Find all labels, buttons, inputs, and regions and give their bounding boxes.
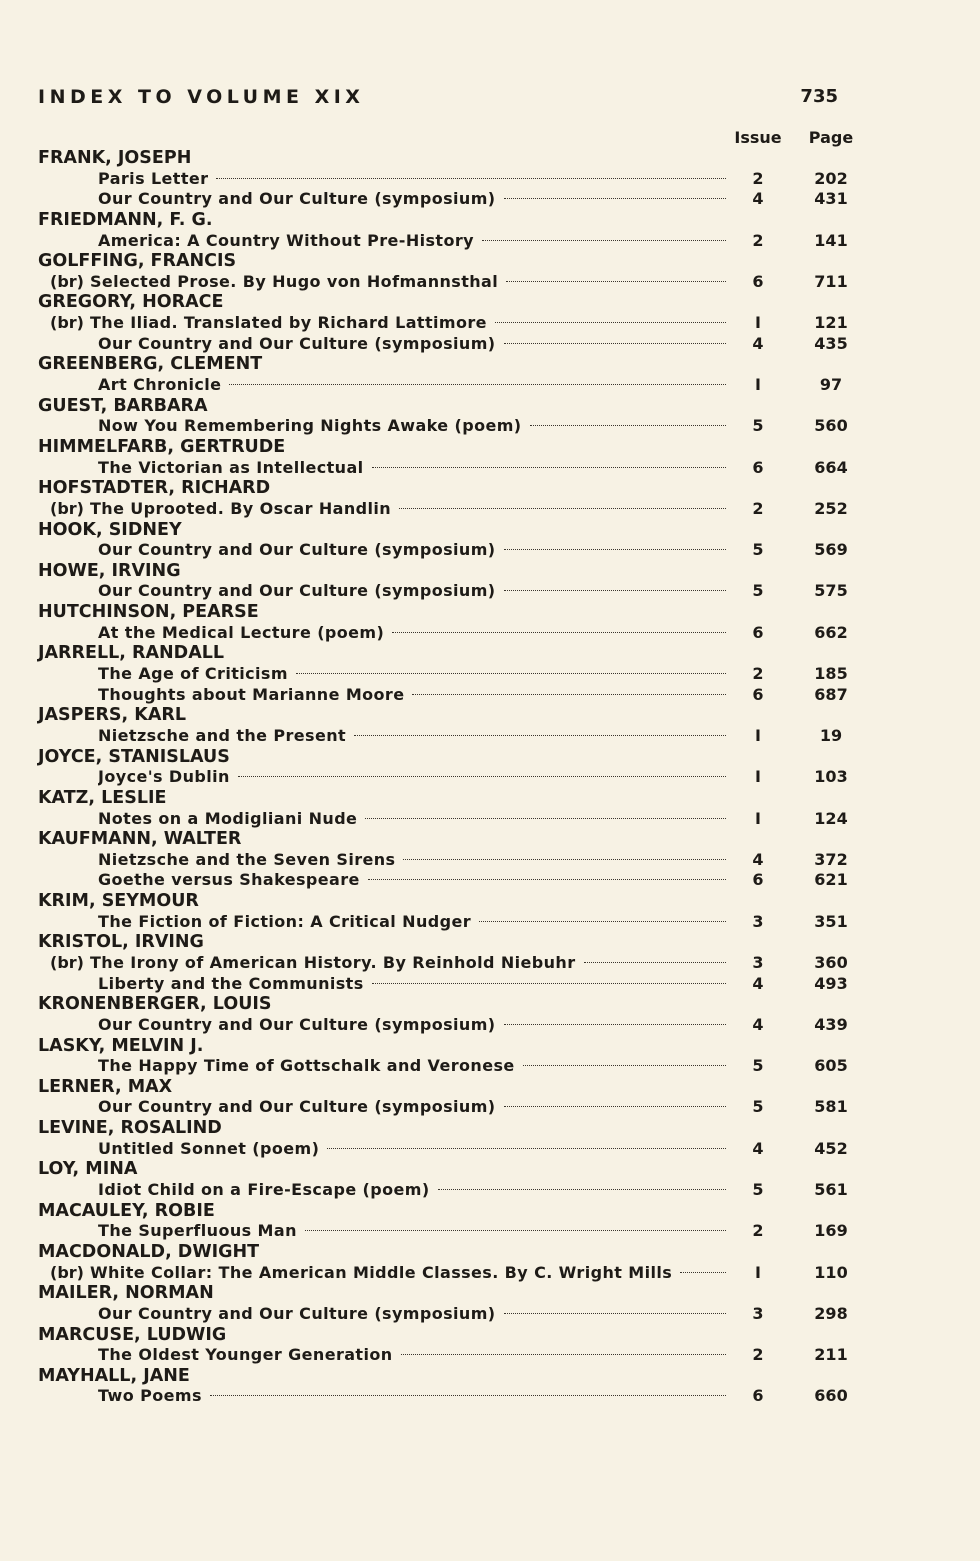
author-name: KRONENBERGER, LOUIS: [38, 994, 272, 1015]
entry-page: 211: [814, 1345, 848, 1365]
entry-text: [98, 809, 728, 830]
dot-leader: [368, 879, 726, 880]
entry-title: Now You Remembering Nights Awake (poem): [98, 416, 522, 436]
entry-issue: 2: [752, 1221, 764, 1241]
author-name: JASPERS, KARL: [38, 705, 186, 726]
dot-leader: [327, 1148, 726, 1149]
author-name: MAILER, NORMAN: [38, 1283, 214, 1304]
index-entry: [38, 375, 843, 396]
index-entry: [38, 1097, 848, 1118]
entry-page: 431: [814, 189, 848, 209]
entry-text: [50, 953, 728, 974]
index-entry: [38, 622, 848, 644]
entry-title: Selected Prose. By Hugo von Hofmannsthal: [89, 271, 499, 291]
entry-issue: 3: [752, 911, 764, 931]
index-entry: [38, 808, 848, 830]
page-title: INDEX TO VOLUME XIX: [38, 86, 365, 108]
entry-title: The Uprooted. By Oscar Handlin: [89, 498, 392, 518]
entry-title: The Irony of American History. By Reinhold Niebuhr: [89, 952, 576, 972]
entry-issue: 4: [752, 973, 764, 993]
entry-issue: 4: [752, 1138, 764, 1158]
index-entry: [38, 664, 848, 685]
entry-text: [98, 1386, 728, 1407]
entry-page: 110: [814, 1262, 848, 1282]
entry-issue: 3: [752, 1303, 764, 1323]
index-entry: [38, 911, 848, 933]
entry-page: 575: [814, 581, 848, 601]
author-name: JARRELL, RANDALL: [38, 643, 225, 664]
entry-title: America: A Country Without Pre-History: [98, 230, 474, 250]
entry-page: 662: [814, 622, 848, 642]
entry-issue: I: [755, 767, 761, 787]
index-list: [38, 148, 848, 1407]
author-name: MACAULEY, ROBIE: [38, 1200, 215, 1221]
entry-title: The Superfluous Man: [98, 1221, 297, 1241]
dot-leader: [216, 178, 726, 179]
entry-page: 664: [814, 457, 848, 477]
dot-leader: [365, 818, 726, 819]
entry-issue: 4: [752, 333, 764, 353]
index-entry: [38, 230, 848, 252]
entry-issue: 6: [752, 457, 764, 477]
author-name: MARCUSE, LUDWIG: [38, 1324, 227, 1345]
entry-page: 687: [814, 684, 848, 704]
dot-leader: [584, 962, 727, 963]
entry-issue: I: [755, 313, 761, 333]
author-name: LOY, MINA: [38, 1159, 138, 1180]
entry-issue: 5: [752, 581, 764, 601]
entry-title: The Iliad. Translated by Richard Lattimore: [89, 313, 487, 333]
entry-page: 351: [814, 911, 848, 931]
author-name: FRANK, JOSEPH: [38, 148, 192, 168]
index-entry: [38, 313, 848, 334]
author-name: HIMMELFARB, GERTRUDE: [38, 436, 286, 457]
entry-text: [98, 1345, 728, 1366]
entry-page: 124: [814, 808, 848, 828]
author-name: KAUFMANN, WALTER: [38, 829, 242, 850]
page-column-header: Page: [808, 128, 854, 147]
entry-title: Paris Letter: [98, 168, 209, 188]
entry-text: [98, 726, 728, 747]
index-entry: [38, 540, 848, 561]
entry-text: [98, 1015, 728, 1036]
entry-title: Our Country and Our Culture (symposium): [98, 1097, 496, 1117]
entry-title: Our Country and Our Culture (symposium): [98, 540, 496, 560]
author-name: LEVINE, ROSALIND: [38, 1118, 222, 1139]
entry-page: 493: [814, 973, 848, 993]
entry-issue: I: [755, 808, 761, 828]
entry-issue: 6: [752, 870, 764, 890]
author-name: GUEST, BARBARA: [38, 395, 208, 416]
book-review-tag: (br): [50, 952, 84, 972]
index-entry: [38, 457, 848, 479]
author-name: FRIEDMANN, F. G.: [38, 209, 213, 230]
entry-page: 97: [819, 375, 843, 395]
entry-text: [98, 416, 728, 437]
index-entry: [38, 416, 848, 437]
entry-issue: 2: [752, 1345, 764, 1365]
book-review-tag: (br): [50, 271, 84, 291]
author-name: GOLFFING, FRANCIS: [38, 251, 237, 272]
entry-page: 103: [814, 767, 848, 787]
entry-text: [98, 540, 728, 561]
entry-text: [98, 912, 728, 933]
entry-text: [98, 767, 728, 788]
book-review-tag: (br): [50, 498, 84, 518]
entry-text: [98, 870, 728, 891]
dot-leader: [504, 343, 726, 344]
entry-page: 621: [814, 870, 848, 890]
author-name: HOWE, IRVING: [38, 560, 181, 581]
entry-page: 202: [814, 168, 848, 188]
entry-title: The Victorian as Intellectual: [98, 457, 364, 477]
dot-leader: [354, 735, 726, 736]
entry-text: [98, 375, 728, 396]
index-entry: [38, 1138, 848, 1160]
entry-page: 561: [814, 1180, 848, 1200]
author-name: KRIM, SEYMOUR: [38, 891, 199, 912]
dot-leader: [229, 384, 726, 385]
entry-issue: 4: [752, 189, 764, 209]
entry-title: Our Country and Our Culture (symposium): [98, 581, 496, 601]
dot-leader: [495, 322, 726, 323]
index-entry: [38, 333, 848, 355]
entry-title: Nietzsche and the Seven Sirens: [98, 849, 396, 869]
entry-page: 252: [814, 498, 848, 518]
entry-issue: 5: [752, 540, 764, 560]
entry-issue: 2: [752, 230, 764, 250]
dot-leader: [482, 240, 726, 241]
entry-issue: 6: [752, 271, 764, 291]
entry-title: Thoughts about Marianne Moore: [98, 684, 405, 704]
entry-page: 581: [814, 1097, 848, 1117]
dot-leader: [399, 508, 726, 509]
index-entry: [38, 767, 848, 788]
page-number: 735: [800, 86, 838, 107]
index-entry: [38, 1180, 848, 1201]
entry-text: [98, 581, 728, 602]
dot-leader: [296, 673, 726, 674]
author-name: MAYHALL, JANE: [38, 1365, 190, 1386]
entry-title: The Age of Criticism: [98, 664, 288, 684]
entry-text: [98, 1139, 728, 1160]
dot-leader: [504, 1024, 726, 1025]
entry-title: Our Country and Our Culture (symposium): [98, 1014, 496, 1034]
index-entry: [38, 870, 848, 891]
entry-page: 560: [814, 416, 848, 436]
entry-page: 569: [814, 540, 848, 560]
entry-page: 121: [814, 313, 848, 333]
index-entry: [38, 1014, 848, 1036]
entry-text: [98, 169, 728, 190]
entry-text: [98, 1097, 728, 1118]
entry-title: Art Chronicle: [98, 375, 222, 395]
dot-leader: [504, 1106, 726, 1107]
entry-text: [98, 458, 728, 479]
entry-title: Notes on a Modigliani Nude: [98, 808, 358, 828]
dot-leader: [238, 776, 726, 777]
entry-issue: 4: [752, 849, 764, 869]
entry-title: The Fiction of Fiction: A Critical Nudger: [98, 911, 471, 931]
book-review-tag: (br): [50, 313, 84, 333]
entry-issue: 2: [752, 498, 764, 518]
entry-issue: 2: [752, 168, 764, 188]
author-name: LASKY, MELVIN J.: [38, 1035, 204, 1056]
entry-title: Joyce's Dublin: [98, 767, 230, 787]
dot-leader: [412, 694, 726, 695]
author-name: KATZ, LESLIE: [38, 787, 167, 808]
author-name: MACDONALD, DWIGHT: [38, 1241, 260, 1262]
entry-text: [98, 1180, 728, 1201]
entry-text: [98, 850, 728, 871]
entry-issue: 6: [752, 622, 764, 642]
entry-issue: 5: [752, 416, 764, 436]
entry-page: 435: [814, 333, 848, 353]
entry-issue: 4: [752, 1014, 764, 1034]
issue-column-header: Issue: [734, 128, 782, 147]
entry-text: [98, 623, 728, 644]
entry-title: Our Country and Our Culture (symposium): [98, 1303, 496, 1323]
index-entry: [38, 952, 848, 974]
index-entry: [38, 498, 848, 520]
entry-issue: 5: [752, 1097, 764, 1117]
entry-page: 185: [814, 664, 848, 684]
dot-leader: [392, 632, 726, 633]
entry-page: 169: [814, 1221, 848, 1241]
author-name: GREENBERG, CLEMENT: [38, 354, 263, 375]
dot-leader: [506, 281, 726, 282]
index-entry: [38, 271, 848, 293]
entry-issue: I: [755, 725, 761, 745]
dot-leader: [210, 1395, 726, 1396]
index-entry: [38, 684, 848, 706]
entry-text: [98, 189, 728, 210]
author-name: JOYCE, STANISLAUS: [38, 746, 230, 767]
entry-text: [50, 313, 728, 334]
dot-leader: [372, 983, 726, 984]
author-name: KRISTOL, IRVING: [38, 932, 204, 953]
index-entry: [38, 1303, 848, 1325]
index-entry: [38, 1056, 848, 1077]
dot-leader: [504, 1313, 726, 1314]
entry-page: 298: [814, 1303, 848, 1323]
entry-text: [98, 1056, 728, 1077]
entry-text: [98, 1304, 728, 1325]
entry-text: [50, 1263, 728, 1284]
dot-leader: [504, 198, 726, 199]
entry-title: Nietzsche and the Present: [98, 725, 347, 745]
entry-text: [98, 231, 728, 252]
entry-title: White Collar: The American Middle Classes. By C. Wright Mills: [89, 1262, 673, 1282]
entry-text: [98, 1221, 728, 1242]
dot-leader: [403, 859, 726, 860]
index-entry: [38, 725, 843, 747]
page-header: [38, 86, 838, 110]
entry-title: Goethe versus Shakespeare: [98, 870, 360, 890]
entry-issue: 5: [752, 1056, 764, 1076]
dot-leader: [504, 549, 726, 550]
entry-title: Untitled Sonnet (poem): [98, 1138, 320, 1158]
entry-text: [98, 685, 728, 706]
entry-page: 372: [814, 849, 848, 869]
entry-issue: 2: [752, 664, 764, 684]
entry-title: Idiot Child on a Fire-Escape (poem): [98, 1180, 430, 1200]
entry-text: [98, 664, 728, 685]
entry-title: Two Poems: [98, 1386, 202, 1406]
dot-leader: [438, 1189, 726, 1190]
entry-page: 452: [814, 1138, 848, 1158]
entry-page: 711: [814, 271, 848, 291]
book-review-tag: (br): [50, 1262, 84, 1282]
entry-text: [98, 334, 728, 355]
author-name: HOFSTADTER, RICHARD: [38, 478, 271, 499]
entry-text: [98, 974, 728, 995]
index-entry: [38, 849, 848, 871]
dot-leader: [504, 590, 726, 591]
index-entry: [38, 1262, 848, 1284]
column-headers: [38, 128, 854, 148]
entry-title: Liberty and the Communists: [98, 973, 364, 993]
entry-title: Our Country and Our Culture (symposium): [98, 189, 496, 209]
entry-issue: 3: [752, 952, 764, 972]
index-entry: [38, 168, 848, 190]
index-entry: [38, 973, 848, 995]
dot-leader: [523, 1065, 726, 1066]
entry-page: 439: [814, 1014, 848, 1034]
entry-issue: 6: [752, 684, 764, 704]
index-entry: [38, 1221, 848, 1242]
entry-title: The Happy Time of Gottschalk and Veronese: [98, 1056, 515, 1076]
author-name: HOOK, SIDNEY: [38, 519, 182, 540]
dot-leader: [372, 467, 726, 468]
author-name: GREGORY, HORACE: [38, 292, 224, 313]
entry-page: 605: [814, 1056, 848, 1076]
entry-page: 360: [814, 952, 848, 972]
entry-page: 19: [819, 725, 843, 745]
entry-text: [50, 499, 728, 520]
entry-title: At the Medical Lecture (poem): [98, 622, 385, 642]
index-entry: [38, 581, 848, 602]
entry-issue: I: [755, 1262, 761, 1282]
dot-leader: [479, 921, 726, 922]
dot-leader: [530, 425, 726, 426]
index-entry: [38, 1386, 848, 1407]
author-name: HUTCHINSON, PEARSE: [38, 602, 259, 623]
entry-text: [50, 272, 728, 293]
author-name: LERNER, MAX: [38, 1076, 173, 1097]
entry-page: 141: [814, 230, 848, 250]
entry-page: 660: [814, 1386, 848, 1406]
index-entry: [38, 1345, 848, 1366]
entry-title: Our Country and Our Culture (symposium): [98, 333, 496, 353]
entry-title: The Oldest Younger Generation: [98, 1345, 393, 1365]
dot-leader: [305, 1230, 726, 1231]
dot-leader: [401, 1354, 726, 1355]
entry-issue: 5: [752, 1180, 764, 1200]
index-entry: [38, 189, 848, 210]
entry-issue: I: [755, 375, 761, 395]
entry-issue: 6: [752, 1386, 764, 1406]
